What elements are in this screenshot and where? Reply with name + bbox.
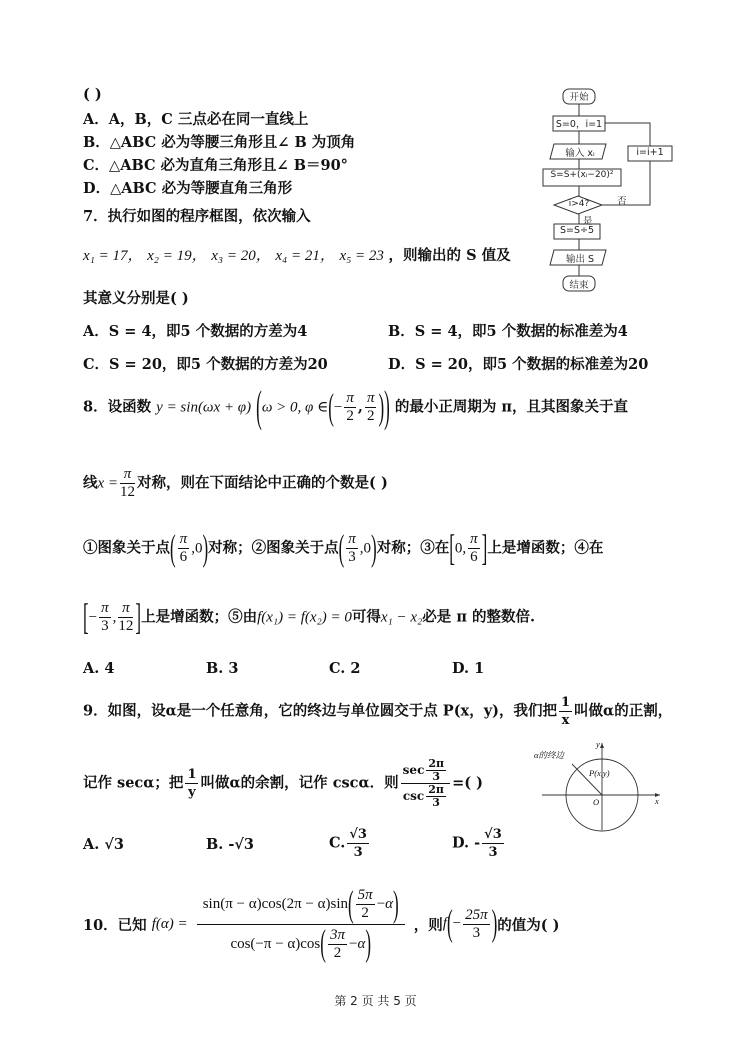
fc-yes-label: 是 <box>583 216 593 227</box>
q9-line-1: 9．如图，设α是一个任意角，它的终边与单位圆交于点 P(x，y)，我们把 $\frac{1}{x}$ 叫做α的正割， <box>83 695 673 728</box>
q10-fa: f(α) = <box>151 915 188 932</box>
q9-option-a: A. √3 <box>83 836 124 853</box>
q8-line2-b: 对称，则在下面结论中正确的个数是( ) <box>137 474 388 492</box>
fc-divide-label: S=S÷5 <box>559 225 595 236</box>
q6-answer-paren: ( ) <box>83 86 102 103</box>
q8-line-2: 线x = $\frac{\pi}{12}$ 对称，则在下面结论中正确的个数是( ) <box>83 466 388 500</box>
fig-point-label: P(x,y) <box>589 768 610 778</box>
q8-func: y = sin(ωx + φ) <box>156 399 252 416</box>
q6-option-b: B．△ABC 必为等腰三角形且∠ B 为顶角 <box>83 134 356 151</box>
q6-option-a: A．A，B，C 三点必在同一直线上 <box>83 111 309 128</box>
q9-line2-b: 叫做α的余割，记作 cscα．则 <box>200 774 399 792</box>
q8-line2-a: 线 <box>83 474 98 492</box>
q8-s1b: 对称；②图象关于点 <box>208 539 339 557</box>
q8-cond: ω > 0, φ ∈ <box>261 399 329 416</box>
q8-stem-a: 8．设函数 <box>83 398 152 416</box>
q10-stem-c: 的值为( ) <box>497 916 560 934</box>
q7-stem-2: 其意义分别是( ) <box>83 290 189 307</box>
q8-s5-eq: f(x₁) = f(x₂) = 0 <box>257 609 352 626</box>
q9-stem-b: 叫做α的正割， <box>574 702 673 720</box>
q7-input-3: x₃ = 20， <box>211 248 271 264</box>
q8-s3b: 上是增函数；④在 <box>487 539 604 557</box>
q8-statements-2: [− $\frac{\pi}{3}$ , $\frac{\pi}{12}$ ]上是增函数；⑤由f(x₁) = f(x₂) = 0可得x₁ − x₂必是 π 的整数倍. <box>83 595 536 638</box>
q7-option-b: B．S = 4，即5 个数据的标准差为4 <box>388 323 628 340</box>
q7-option-a: A．S = 4，即5 个数据的方差为4 <box>83 323 308 340</box>
q8-s1: ①图象关于点 <box>83 539 170 557</box>
fig-x-label: x <box>655 796 659 806</box>
q7-option-c: C．S = 20，即5 个数据的方差为20 <box>83 356 328 373</box>
q9-option-b: B. -√3 <box>206 836 254 853</box>
q7-inputs-line <box>83 244 511 265</box>
q8-s5c: x₁ − x₂ <box>380 609 423 626</box>
q9-line2-a: 记作 secα；把 <box>83 774 184 792</box>
q8-s4b: 上是增函数；⑤由 <box>141 608 258 626</box>
fig-terminal-label: α的终边 <box>534 750 564 760</box>
fc-end-label: 结束 <box>569 280 589 291</box>
q9-stem-a: 9．如图，设α是一个任意角，它的终边与单位圆交于点 P(x，y)，我们把 <box>83 702 557 720</box>
q8-option-c: C. 2 <box>329 660 361 677</box>
q10-stem-a: 10．已知 <box>83 916 147 934</box>
fc-output-label: 输出 S <box>565 254 595 265</box>
q8-option-b: B. 3 <box>206 660 239 677</box>
fc-start-label: 开始 <box>569 92 589 103</box>
q8-line2-eq: x = <box>97 475 119 492</box>
q7-input-5: x₅ = 23 <box>339 248 384 264</box>
page-footer: 第 2 页 共 5 页 <box>334 994 417 1008</box>
q6-option-d: D．△ABC 必为等腰直角三角形 <box>83 180 293 197</box>
q7-input-2: x₂ = 19， <box>147 248 207 264</box>
q7-stem-tail: ，则输出的 S 值及 <box>388 247 511 264</box>
q8-line-1: 8．设函数 y = sin(ωx + φ) (ω > 0, φ ∈(− $\frac{\pi}{2}$ , $\frac{\pi}{2}$ )) 的最小正周期为 π，且其图象关于直 <box>83 381 629 431</box>
q9-option-d: D. - $\frac{√3}{3}$ <box>452 827 502 860</box>
fc-cond-label: i>4? <box>568 199 590 209</box>
q6-option-c: C．△ABC 必为直角三角形且∠ B＝90° <box>83 157 348 174</box>
q9-line2-c: =( ) <box>452 774 484 792</box>
q10-denominator: cos(−π − α)cos <box>230 935 321 952</box>
fc-update-label: S=S+(xᵢ−20)² <box>550 170 614 180</box>
q10-stem-b: ，则 <box>413 916 443 934</box>
q8-stem-b: 的最小正周期为 π，且其图象关于直 <box>394 398 629 416</box>
fc-no-label: 否 <box>617 196 627 207</box>
fc-init-label: S=0，i=1 <box>555 119 603 130</box>
q8-s5d: 必是 π 的整数倍. <box>422 608 536 626</box>
q8-s2b: 对称；③在 <box>376 539 450 557</box>
q10-line: 10．已知 f(α) = sin(π − α)cos(2π − α)sin( $\frac{5\pi}{2}$ −α) cos(−π − α)cos( $\frac{3\pi}{2}$ −α) ，则f(− $\frac{25\pi}{3}$ )的值为( ) <box>83 882 560 964</box>
q8-option-a: A. 4 <box>83 660 115 677</box>
q8-s5b: 可得 <box>351 608 381 626</box>
q10-numerator: sin(π − α)cos(2π − α)sin <box>202 896 348 912</box>
q8-statements-1: ①图象关于点( $\frac{\pi}{6}$ ,0)对称；②图象关于点( $\frac{\pi}{3}$ ,0)对称；③在[0, $\frac{\pi}{6}$ ]上是增函数；④在 <box>83 526 604 569</box>
fig-y-label: y <box>596 739 600 749</box>
q9-option-c: C. $\frac{√3}{3}$ <box>329 827 367 860</box>
q9-line-2: 记作 secα；把 $\frac{1}{y}$ 叫做α的余割，记作 cscα．则 sec $\frac{2\pi}{3}$ csc $\frac{2\pi}{3}$ =( ) <box>83 757 484 809</box>
q7-option-d: D．S = 20，即5 个数据的标准差为20 <box>388 356 649 373</box>
q7-input-1: x₁ = 17， <box>83 248 143 264</box>
q8-option-d: D. 1 <box>452 660 485 677</box>
q7-stem: 7．执行如图的程序框图，依次输入 <box>83 208 311 225</box>
fig-origin-label: O <box>593 797 600 807</box>
fc-input-label: 输入 xᵢ <box>565 148 595 159</box>
fc-loop-label: i=i+1 <box>636 147 664 158</box>
q7-input-4: x₄ = 21， <box>275 248 335 264</box>
